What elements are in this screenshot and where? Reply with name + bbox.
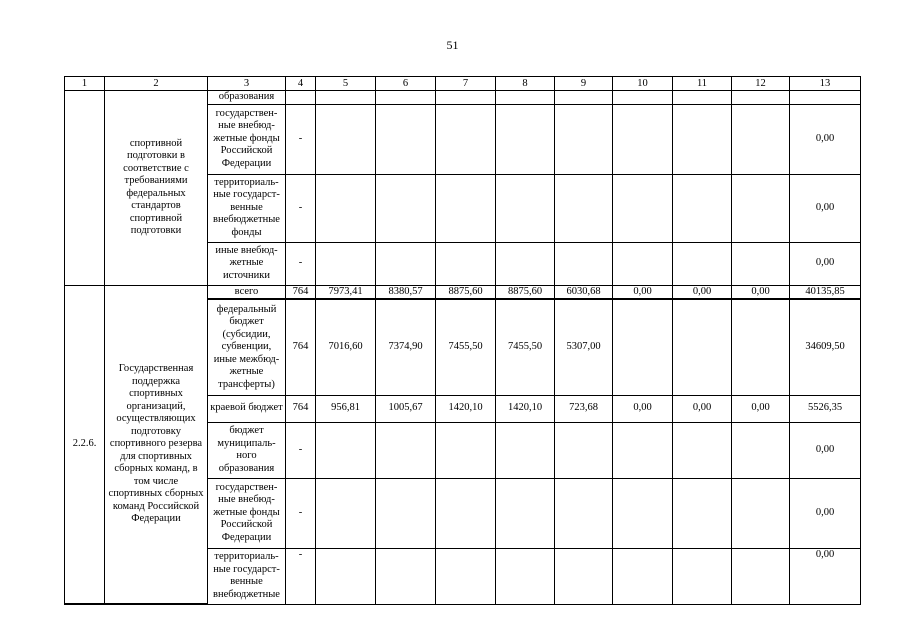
total-cell: 0,00 xyxy=(790,104,861,174)
value-cell: 0,00 xyxy=(732,395,790,422)
value-cell xyxy=(732,299,790,395)
value-cell: 0,00 xyxy=(613,395,673,422)
row-number-cell xyxy=(65,91,105,286)
funding-source: государствен-ные внебюд-жетные фонды Российской Федерации xyxy=(208,478,286,548)
funding-source: образования xyxy=(208,91,286,105)
column-header: 8 xyxy=(496,77,555,91)
activity-name: Государственная поддержка спортивных организаций, осуществляющих подготовку спортивного резерва для спортивных сборных команд, в том числе спортивных сборных команд Российской Федерации xyxy=(105,285,208,604)
column-header: 7 xyxy=(436,77,496,91)
total-cell: 0,00 xyxy=(790,548,861,604)
value-cell: 0,00 xyxy=(673,395,732,422)
column-header: 4 xyxy=(286,77,316,91)
column-header: 9 xyxy=(555,77,613,91)
total-cell: 0,00 xyxy=(790,174,861,242)
funding-source: государствен-ные внебюд-жетные фонды Российской Федерации xyxy=(208,104,286,174)
value-cell: 7016,60 xyxy=(316,299,376,395)
value-cell: 6030,68 xyxy=(555,285,613,299)
code-cell: 764 xyxy=(286,285,316,299)
value-cell: 5307,00 xyxy=(555,299,613,395)
column-header: 6 xyxy=(376,77,436,91)
value-cell: 0,00 xyxy=(673,285,732,299)
value-cell: 1420,10 xyxy=(496,395,555,422)
column-header: 1 xyxy=(65,77,105,91)
column-header: 10 xyxy=(613,77,673,91)
total-cell: 40135,85 xyxy=(790,285,861,299)
code-cell: 764 xyxy=(286,299,316,395)
value-cell: 7455,50 xyxy=(436,299,496,395)
table-row xyxy=(65,91,861,105)
header-row xyxy=(65,77,861,91)
value-cell: 8875,60 xyxy=(496,285,555,299)
column-header: 12 xyxy=(732,77,790,91)
funding-source: бюджет муниципаль-ного образования xyxy=(208,422,286,478)
total-cell: 0,00 xyxy=(790,242,861,285)
budget-table xyxy=(64,76,861,605)
value-cell: 1005,67 xyxy=(376,395,436,422)
column-header: 2 xyxy=(105,77,208,91)
code-cell: - xyxy=(286,242,316,285)
funding-source: территориаль-ные государст-венные внебюджетные фонды xyxy=(208,174,286,242)
column-header: 13 xyxy=(790,77,861,91)
column-header: 3 xyxy=(208,77,286,91)
value-cell: 723,68 xyxy=(555,395,613,422)
funding-source: территориаль-ные государст-венные внебюджетные xyxy=(208,548,286,604)
column-header: 5 xyxy=(316,77,376,91)
value-cell: 8875,60 xyxy=(436,285,496,299)
funding-source: иные внебюд-жетные источники xyxy=(208,242,286,285)
page-number: 51 xyxy=(446,38,459,52)
total-cell: 34609,50 xyxy=(790,299,861,395)
value-cell: 956,81 xyxy=(316,395,376,422)
funding-source: федеральный бюджет (субсидии, субвенции, иные межбюд-жетные трансферты) xyxy=(208,299,286,395)
funding-source: всего xyxy=(208,285,286,299)
value-cell xyxy=(673,299,732,395)
code-cell: - xyxy=(286,478,316,548)
code-cell: - xyxy=(286,174,316,242)
value-cell: 7973,41 xyxy=(316,285,376,299)
code-cell: - xyxy=(286,548,316,604)
value-cell xyxy=(613,299,673,395)
code-cell: - xyxy=(286,104,316,174)
value-cell: 7455,50 xyxy=(496,299,555,395)
value-cell: 0,00 xyxy=(613,285,673,299)
value-cell: 8380,57 xyxy=(376,285,436,299)
code-cell: 764 xyxy=(286,395,316,422)
value-cell: 1420,10 xyxy=(436,395,496,422)
column-header: 11 xyxy=(673,77,732,91)
code-cell xyxy=(286,91,316,105)
activity-name: спортивной подготовки в соответствие с требованиями федеральных стандартов спортивной подготовки xyxy=(105,91,208,286)
value-cell: 0,00 xyxy=(732,285,790,299)
row-number: 2.2.6. xyxy=(65,285,105,604)
code-cell: - xyxy=(286,422,316,478)
funding-source: краевой бюджет xyxy=(208,395,286,422)
total-cell: 0,00 xyxy=(790,478,861,548)
value-cell: 7374,90 xyxy=(376,299,436,395)
total-cell: 0,00 xyxy=(790,422,861,478)
table-row xyxy=(65,285,861,299)
total-cell: 5526,35 xyxy=(790,395,861,422)
